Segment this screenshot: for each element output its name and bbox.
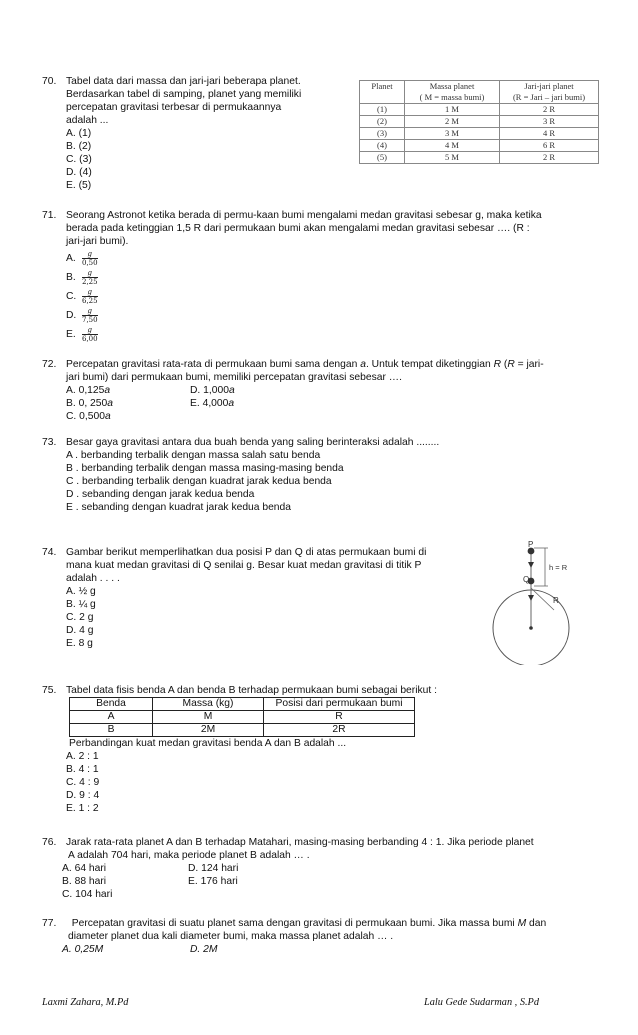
- table-cell: 2 R: [500, 152, 599, 164]
- option-d: D . sebanding dengan jarak kedua benda: [66, 489, 255, 500]
- planet-header: Planet: [360, 81, 405, 104]
- question-line: percepatan gravitasi terbesar di permukaannya: [66, 102, 282, 113]
- question-body: [62, 917, 547, 956]
- fraction-denominator: 6,00: [82, 335, 98, 343]
- option-a: A. 2 : 1: [66, 751, 99, 762]
- question-number: 73.: [42, 437, 57, 448]
- table-cell: (4): [360, 140, 405, 152]
- fraction-numerator: g: [82, 288, 98, 297]
- option-a: A. (1): [66, 128, 92, 139]
- option-d: D. 9 : 4: [66, 790, 100, 801]
- table-row: [360, 152, 599, 164]
- question-body: [66, 209, 542, 345]
- option-d: [66, 307, 542, 326]
- earth-diagram: [490, 540, 590, 665]
- text-run: (: [501, 359, 508, 370]
- table-cell: R: [264, 711, 415, 724]
- text-run: = jari-: [514, 359, 544, 370]
- table-row: [360, 140, 599, 152]
- table-cell: A: [70, 711, 153, 724]
- table-row: [360, 116, 599, 128]
- label-p: P: [528, 540, 534, 549]
- option-a: A. 0,125: [66, 385, 105, 396]
- table-cell: 4 M: [405, 140, 500, 152]
- variable-m: M: [517, 918, 527, 929]
- table-row: [70, 711, 415, 724]
- option-a: [66, 250, 542, 269]
- question-number: 75.: [42, 685, 57, 696]
- variable-a: a: [360, 359, 366, 370]
- text-run: Percepatan gravitasi rata-rata di permukaan bumi sama dengan: [66, 359, 361, 370]
- question-line: mana kuat medan gravitasi di Q senilai g. Besar kuat medan gravitasi di titik P: [66, 560, 422, 571]
- question-line: adalah . . . .: [66, 573, 120, 584]
- option-row: [66, 384, 544, 397]
- arrow-icon: [528, 562, 534, 568]
- question-line: jari bumi) dari permukaan bumi, memiliki percepatan gravitasi sebesar ….: [66, 372, 402, 383]
- table-cell: M: [153, 711, 264, 724]
- question-body: [66, 358, 544, 423]
- fraction-numerator: g: [82, 250, 98, 259]
- question-number: 70.: [42, 76, 57, 87]
- question-line: Jarak rata-rata planet A dan B terhadap Matahari, masing-masing berbanding 4 : 1. Jika periode planet: [66, 837, 534, 848]
- option-c: C. 0,500: [66, 411, 105, 422]
- option-e: E. 176 hari: [188, 876, 238, 887]
- option-b: B. 4 : 1: [66, 764, 99, 775]
- option-b: [66, 269, 542, 288]
- option-label: C.: [66, 291, 77, 302]
- table-row: [360, 128, 599, 140]
- fraction: [82, 288, 98, 305]
- option-e: [190, 397, 234, 410]
- option-row: [62, 943, 546, 956]
- option-b: B. ¼ g: [66, 599, 96, 610]
- variable-a: a: [107, 398, 113, 409]
- fraction-numerator: g: [82, 269, 98, 278]
- variable-a: a: [104, 385, 111, 396]
- option-label: D.: [66, 310, 77, 321]
- table-cell: (5): [360, 152, 405, 164]
- point-center: [529, 626, 533, 630]
- radius-header: Jari-jari planet: [500, 81, 599, 93]
- table-row: [360, 104, 599, 116]
- option-d: [190, 384, 235, 397]
- label-r: R: [553, 596, 559, 605]
- table-header: Posisi dari permukaan bumi: [264, 698, 415, 711]
- variable-a: a: [104, 411, 111, 422]
- option-text: E. 4,000: [190, 398, 229, 409]
- table-cell: 4 R: [500, 128, 599, 140]
- option-e: E. 1 : 2: [66, 803, 99, 814]
- variable-r: R: [507, 359, 515, 370]
- option-text: D. 1,000: [190, 385, 229, 396]
- option-c: C. 4 : 9: [66, 777, 100, 788]
- question-line: Gambar berikut memperlihatkan dua posisi P dan Q di atas permukaan bumi di: [66, 547, 427, 558]
- option-row: [62, 862, 534, 875]
- fraction-denominator: 2,25: [82, 278, 98, 286]
- question-number: 76.: [42, 837, 57, 848]
- radius-subheader: (R = Jari – jari bumi): [500, 92, 599, 104]
- fraction: [82, 250, 98, 267]
- option-a: A. 64 hari: [62, 863, 107, 874]
- question-line: Besar gaya gravitasi antara dua buah benda yang saling berinteraksi adalah ........: [66, 437, 440, 448]
- option-e: E. 8 g: [66, 638, 93, 649]
- option-d: D. 4 g: [66, 625, 94, 636]
- table-header: Massa (kg): [153, 698, 264, 711]
- footer-author-right: Lalu Gede Sudarman , S.Pd: [424, 997, 539, 1008]
- question-line: Tabel data dari massa dan jari-jari beberapa planet.: [66, 76, 301, 87]
- question-line: Seorang Astronot ketika berada di permu-kaan bumi mengalami medan gravitasi sebesar g, maka ketika: [66, 210, 542, 221]
- text-run: dan: [526, 918, 547, 929]
- table-cell: 3 R: [500, 116, 599, 128]
- text-run: . Untuk tempat diketinggian: [365, 359, 494, 370]
- question-body: [66, 684, 437, 815]
- option-a: A . berbanding terbalik dengan massa salah satu benda: [66, 450, 321, 461]
- question-line: jari-jari bumi).: [66, 236, 129, 247]
- planet-table: [359, 80, 599, 164]
- question-line: A adalah 704 hari, maka periode planet B adalah … .: [68, 850, 310, 861]
- fraction: [82, 269, 98, 286]
- question-line: Perbandingan kuat medan gravitasi benda A dan B adalah ...: [69, 738, 347, 749]
- table-cell: 1 M: [405, 104, 500, 116]
- table-cell: 2M: [153, 724, 264, 737]
- option-row: [66, 410, 544, 423]
- question-line: Berdasarkan tabel di samping, planet yang memiliki: [66, 89, 302, 100]
- question-line: [66, 358, 544, 371]
- fraction-numerator: g: [82, 326, 98, 335]
- variable-a: a: [228, 385, 235, 396]
- fraction-denominator: 7,50: [82, 316, 98, 324]
- fraction: [82, 307, 98, 324]
- option-e: [66, 326, 542, 345]
- variable-r: R: [493, 359, 502, 370]
- table-header-row: [70, 698, 415, 711]
- fraction: [82, 326, 98, 343]
- table-cell: (1): [360, 104, 405, 116]
- option-b: B. (2): [66, 141, 92, 152]
- data-table: [69, 697, 415, 737]
- option-label: E.: [66, 329, 76, 340]
- fraction-denominator: 6,25: [82, 297, 98, 305]
- option-a: A. ½ g: [66, 586, 96, 597]
- text-run: Percepatan gravitasi di suatu planet sama dengan gravitasi di permukaan bumi. Jika massa bumi: [66, 918, 518, 929]
- table-cell: 3 M: [405, 128, 500, 140]
- question-body: [62, 836, 534, 901]
- question-body: [66, 436, 439, 514]
- option-a: A. 0,25M: [62, 944, 104, 955]
- option-label: A.: [66, 253, 76, 264]
- fraction-numerator: g: [82, 307, 98, 316]
- option-e: E. (5): [66, 180, 92, 191]
- fraction-denominator: 0,50: [82, 259, 98, 267]
- question-line: Tabel data fisis benda A dan benda B terhadap permukaan bumi sebagai berikut :: [66, 685, 437, 696]
- option-d: D. 2M: [190, 944, 218, 955]
- option-row: [66, 397, 544, 410]
- variable-a: a: [228, 398, 235, 409]
- option-b: B. 88 hari: [62, 876, 107, 887]
- table-cell: (2): [360, 116, 405, 128]
- option-d: D. (4): [66, 167, 92, 178]
- table-cell: (3): [360, 128, 405, 140]
- table-row: [70, 724, 415, 737]
- option-row: [62, 888, 534, 901]
- option-c: C. (3): [66, 154, 92, 165]
- option-b: B. 0, 250: [66, 398, 108, 409]
- footer-author-left: Laxmi Zahara, M.Pd: [42, 997, 129, 1008]
- option-c: [66, 288, 542, 307]
- question-line: diameter planet dua kali diameter bumi, maka massa planet adalah … .: [68, 931, 394, 942]
- table-cell: 6 R: [500, 140, 599, 152]
- mass-header: Massa planet: [405, 81, 500, 93]
- question-number: 74.: [42, 547, 57, 558]
- option-e: E . sebanding dengan kuadrat jarak kedua benda: [66, 502, 291, 513]
- label-q: Q: [523, 575, 530, 584]
- table-cell: 5 M: [405, 152, 500, 164]
- option-d: D. 124 hari: [188, 863, 239, 874]
- label-h: h = R: [549, 563, 568, 572]
- option-b: B . berbanding terbalik dengan massa masing-masing benda: [66, 463, 344, 474]
- question-number: 72.: [42, 359, 57, 370]
- question-body: [66, 75, 301, 192]
- option-row: [62, 875, 534, 888]
- mass-subheader: ( M = massa bumi): [405, 92, 500, 104]
- table-cell: 2R: [264, 724, 415, 737]
- option-c: C. 104 hari: [62, 889, 113, 900]
- table-header: Benda: [70, 698, 153, 711]
- table-cell: 2 R: [500, 104, 599, 116]
- question-body: [66, 546, 426, 650]
- question-line: berada pada ketinggian 1,5 R dari permukaan bumi akan mengalami medan gravitasi sebesar …. (R :: [66, 223, 530, 234]
- arrow-icon: [528, 595, 534, 601]
- question-line: [66, 917, 546, 930]
- question-number: 77.: [42, 918, 57, 929]
- table-cell: 2 M: [405, 116, 500, 128]
- question-line: adalah ...: [66, 115, 109, 126]
- option-c: C. 2 g: [66, 612, 94, 623]
- option-label: B.: [66, 272, 76, 283]
- question-number: 71.: [42, 210, 57, 221]
- table-cell: B: [70, 724, 153, 737]
- option-c: C . berbanding terbalik dengan kuadrat jarak kedua benda: [66, 476, 332, 487]
